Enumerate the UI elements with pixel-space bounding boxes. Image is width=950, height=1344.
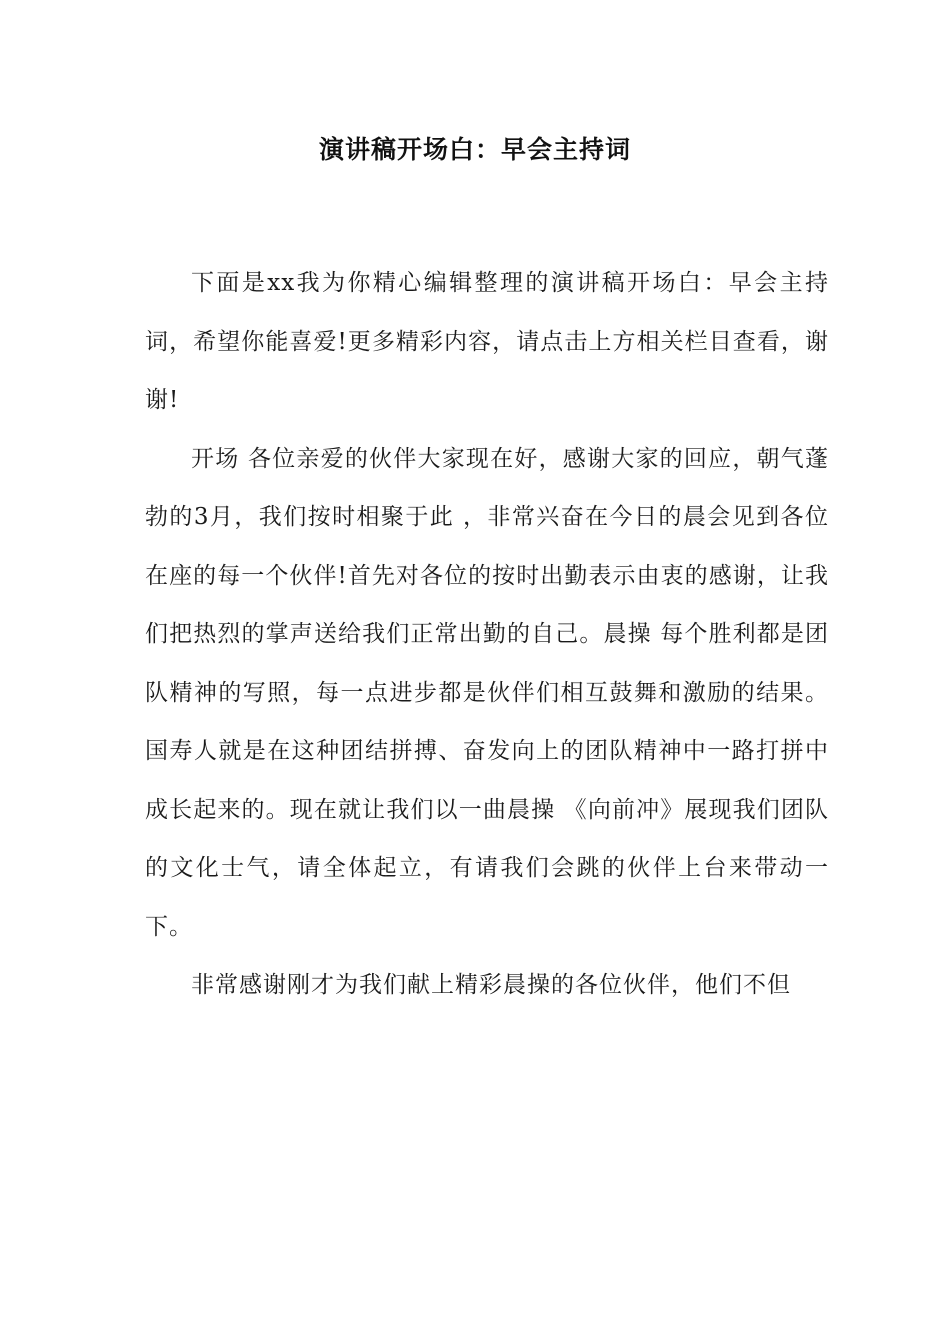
paragraph-opening: 开场 各位亲爱的伙伴大家现在好，感谢大家的回应，朝气蓬勃的3月，我们按时相聚于此 ，非常兴奋在今日的晨会见到各位在座的每一个伙伴!首先对各位的按时出勤表示由衷的感谢，让我们把热烈的掌声送给我们正常出勤的自己。晨操 每个胜利都是团队精神的写照，每一点进步都是伙伴们相互鼓舞和激励的结果。国寿人就是在这种团结拼搏、奋发向上的团队精神中一路打拼中成长起来的。现在就让我们以一曲晨操 《向前冲》展现我们团队的文化士气，请全体起立，有请我们会跳的伙伴上台来带动一下。 [145, 445, 829, 940]
paragraph-thanks: 非常感谢刚才为我们献上精彩晨操的各位伙伴，他们不但 [191, 972, 791, 998]
document-title: 演讲稿开场白：早会主持词 [318, 135, 631, 164]
paragraph-intro: 下面是xx我为你精心编辑整理的演讲稿开场白：早会主持词，希望你能喜爱!更多精彩内容，请点击上方相关栏目查看，谢谢! [145, 270, 829, 413]
document-body [145, 254, 829, 1015]
